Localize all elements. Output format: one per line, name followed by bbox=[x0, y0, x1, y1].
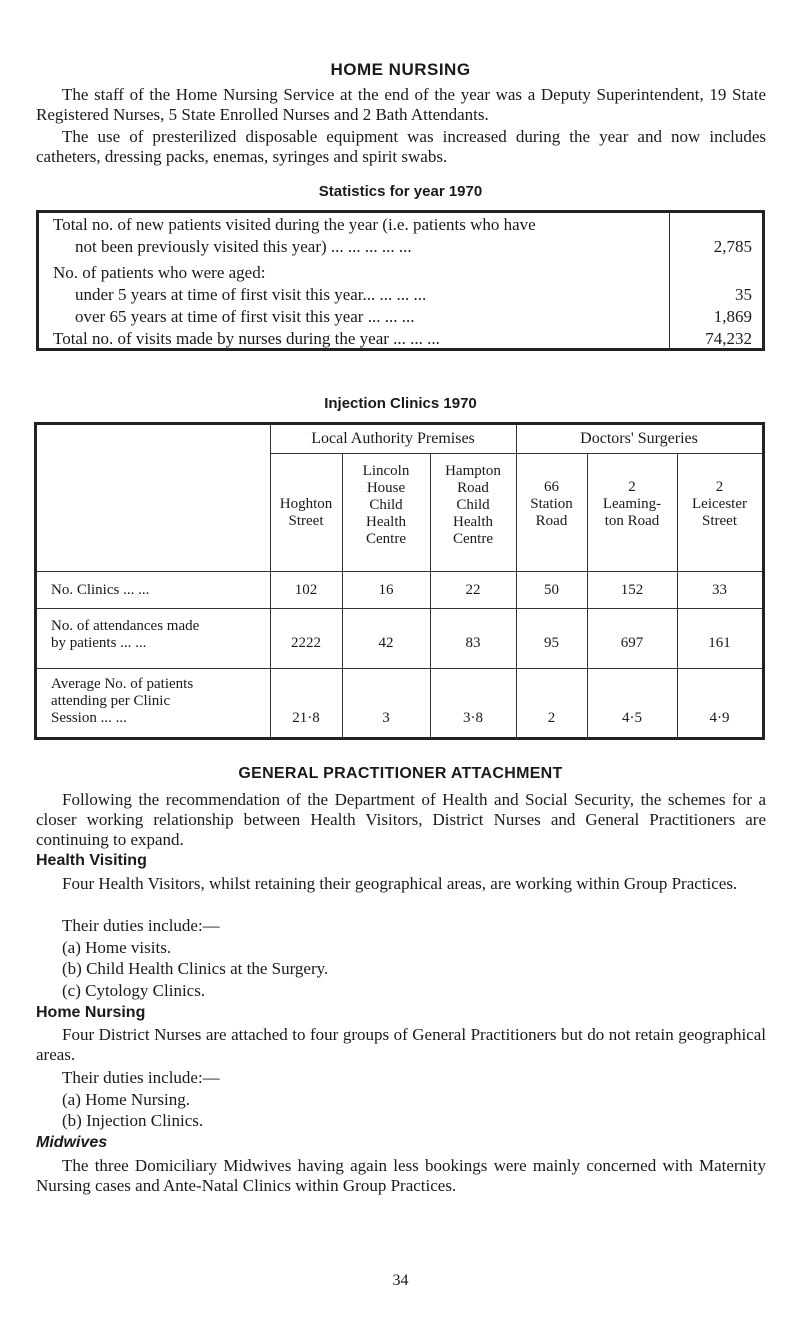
row-label-clinics: No. Clinics ... ... bbox=[51, 582, 150, 598]
home-nursing-duties-intro: Their duties include:— bbox=[62, 1068, 220, 1087]
health-visiting-paragraph: Four Health Visitors, whilst retaining their geographical areas, are working within Group Practices. bbox=[62, 874, 738, 893]
column-header-leicester: 2 Leicester Street bbox=[692, 479, 747, 529]
header-doctors-surgeries: Doctors' Surgeries bbox=[580, 430, 698, 447]
intro-paragraph-staff: The staff of the Home Nursing Service at the end of the year was a Deputy Superintendent, 19 State Registered Nurses, 5 State Enrolled Nurses and 2 Bath Attendants. bbox=[36, 85, 766, 124]
table-cell: 42 bbox=[378, 635, 394, 651]
statistics-label: under 5 years at time of first visit this year... ... ... ... bbox=[75, 285, 427, 304]
home-nursing-paragraph: Four District Nurses are attached to four groups of General Practitioners but do not retain geographical areas. bbox=[36, 1025, 766, 1064]
table-cell: 102 bbox=[294, 582, 318, 598]
gp-intro-paragraph: Following the recommendation of the Department of Health and Social Security, the schemes for a closer working relationship between Health Visitors, District Nurses and General Practitioners are continuing to expand. bbox=[36, 790, 766, 849]
statistics-table bbox=[36, 210, 765, 351]
statistics-label: Total no. of visits made by nurses during the year ... ... ... bbox=[53, 329, 440, 348]
page-title: HOME NURSING bbox=[330, 60, 471, 79]
row-label-average: Average No. of patients attending per Clinic Session ... ... bbox=[51, 676, 194, 726]
health-visiting-heading: Health Visiting bbox=[36, 852, 147, 869]
statistics-column-divider bbox=[669, 213, 670, 348]
table-cell: 3 bbox=[382, 710, 390, 726]
home-nursing-duty: (a) Home Nursing. bbox=[62, 1090, 190, 1109]
page-number: 34 bbox=[392, 1272, 409, 1289]
statistics-value: 2,785 bbox=[713, 237, 752, 256]
statistics-label: Total no. of new patients visited during the year (i.e. patients who have bbox=[53, 215, 536, 234]
statistics-label: No. of patients who were aged: bbox=[53, 263, 266, 282]
column-header-lincoln: Lincoln House Child Health Centre bbox=[362, 463, 410, 547]
table-cell: 161 bbox=[708, 635, 731, 651]
health-visiting-duty: (c) Cytology Clinics. bbox=[62, 981, 206, 1000]
row-label-attendances: No. of attendances made by patients ... ... bbox=[51, 618, 200, 651]
column-header-station-road: 66 Station Road bbox=[530, 479, 573, 529]
table-rule bbox=[270, 453, 762, 454]
column-header-leamington: 2 Leaming- ton Road bbox=[602, 479, 662, 529]
table-cell: 33 bbox=[712, 582, 727, 598]
injection-clinics-table bbox=[34, 422, 765, 740]
table-cell: 3·8 bbox=[463, 710, 483, 726]
table-cell: 152 bbox=[620, 582, 644, 598]
table-rule bbox=[37, 571, 762, 572]
table-rule bbox=[270, 425, 271, 737]
table-cell: 2222 bbox=[291, 635, 321, 651]
intro-paragraph-equipment: The use of presterilized disposable equipment was increased during the year and now includes catheters, dressing packs, enemas, syringes and spirit swabs. bbox=[36, 127, 766, 166]
table-cell: 16 bbox=[378, 582, 394, 598]
table-cell: 22 bbox=[465, 582, 481, 598]
table-rule bbox=[516, 425, 517, 737]
health-visiting-duties-intro: Their duties include:— bbox=[62, 916, 220, 935]
health-visiting-duty: (a) Home visits. bbox=[62, 938, 172, 957]
home-nursing-heading: Home Nursing bbox=[36, 1004, 146, 1021]
statistics-label: not been previously visited this year) ... ... ... ... ... bbox=[75, 237, 412, 256]
table-cell: 21·8 bbox=[292, 710, 320, 726]
statistics-label: over 65 years at time of first visit this year ... ... ... bbox=[75, 307, 415, 326]
header-local-authority: Local Authority Premises bbox=[311, 430, 475, 447]
table-rule bbox=[37, 668, 762, 669]
column-header-hampton: Hampton Road Child Health Centre bbox=[445, 463, 501, 547]
health-visiting-duty: (b) Child Health Clinics at the Surgery. bbox=[62, 959, 329, 978]
table-cell: 2 bbox=[547, 710, 556, 726]
table-cell: 697 bbox=[620, 635, 644, 651]
table-rule bbox=[37, 608, 762, 609]
table-cell: 95 bbox=[544, 635, 559, 651]
gp-attachment-heading: GENERAL PRACTITIONER ATTACHMENT bbox=[238, 765, 563, 782]
statistics-value: 35 bbox=[735, 285, 752, 304]
column-header-hoghton: Hoghton Street bbox=[279, 496, 333, 529]
table-cell: 4·9 bbox=[709, 710, 730, 726]
midwives-heading: Midwives bbox=[36, 1134, 108, 1151]
midwives-paragraph: The three Domiciliary Midwives having again less bookings were mainly concerned with Maternity Nursing cases and Ante-Natal Clinics within Group Practices. bbox=[36, 1156, 766, 1195]
table-cell: 83 bbox=[465, 635, 481, 651]
statistics-value: 74,232 bbox=[705, 329, 752, 348]
table-cell: 4·5 bbox=[622, 710, 642, 726]
home-nursing-duty: (b) Injection Clinics. bbox=[62, 1111, 204, 1130]
injection-caption: Injection Clinics 1970 bbox=[324, 395, 477, 412]
statistics-caption: Statistics for year 1970 bbox=[318, 183, 483, 200]
table-cell: 50 bbox=[544, 582, 559, 598]
statistics-value: 1,869 bbox=[713, 307, 752, 326]
